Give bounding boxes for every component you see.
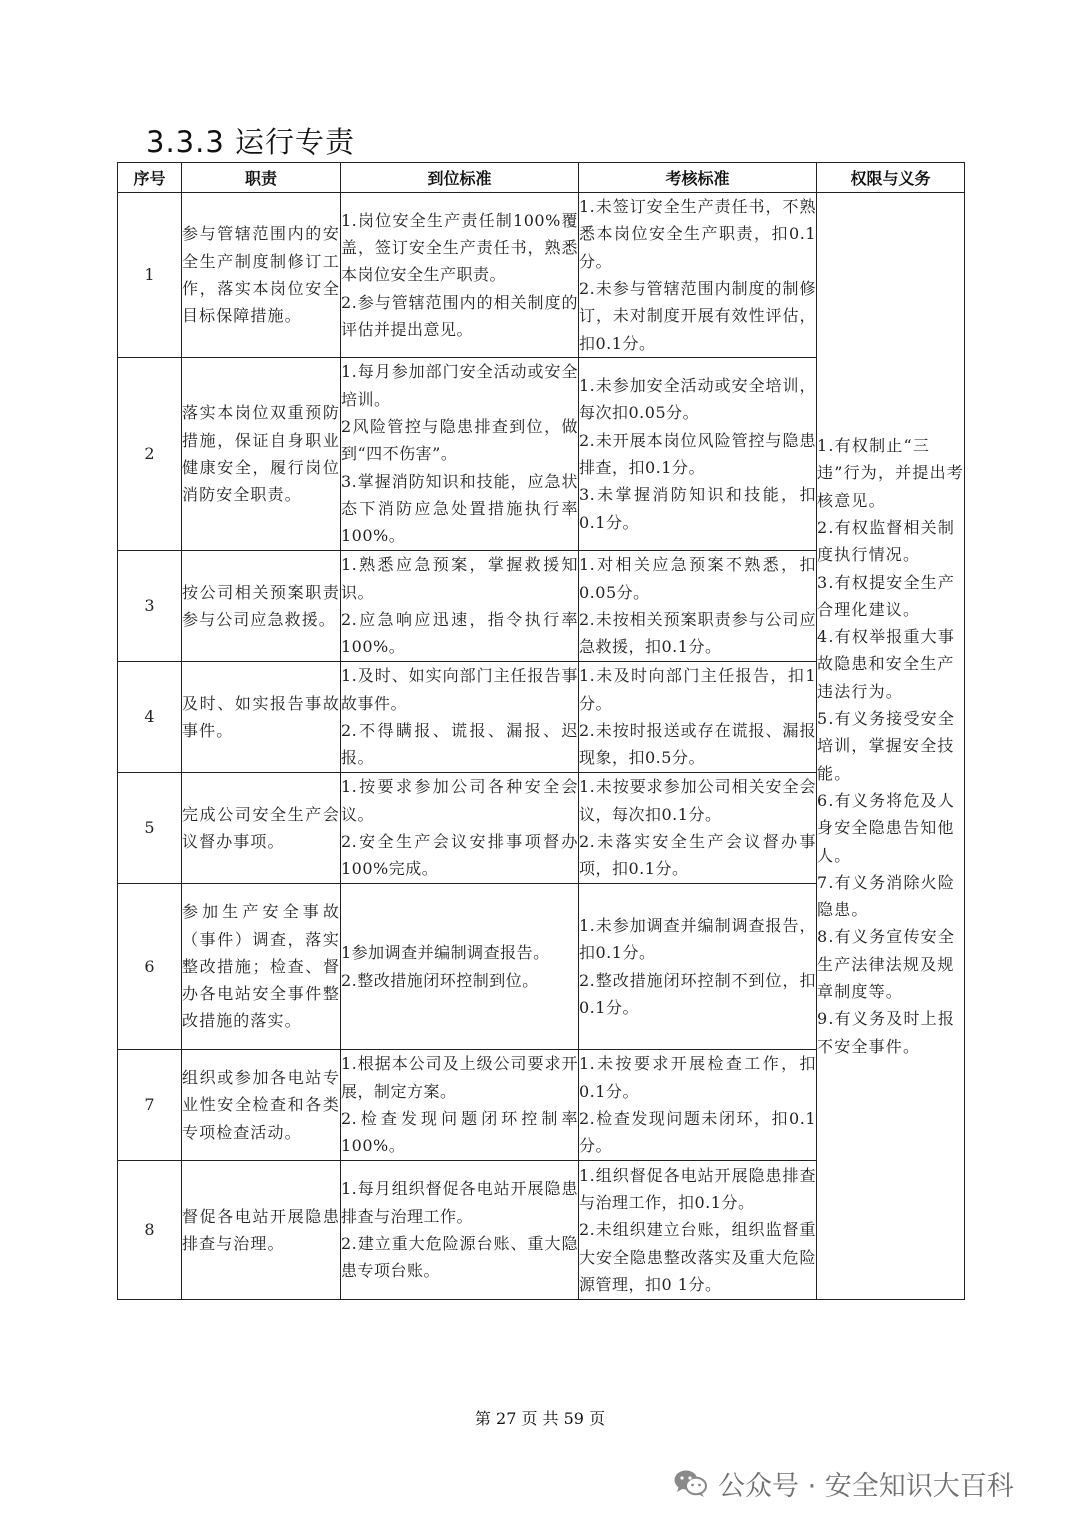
standard-item: 1.每月参加部门安全活动或安全培训。 (341, 362, 578, 409)
authority-item: 7.有义务消除火险隐患。 (817, 872, 956, 920)
row-duty: 及时、如实报告事故事件。 (182, 662, 341, 773)
assessment-item: 2.未开展本岗位风险管控与隐患排查，扣0.1分。 (579, 430, 816, 477)
standard-item: 2.建立重大危险源台账、重大隐患专项台账。 (341, 1234, 578, 1281)
row-index: 4 (118, 662, 182, 773)
assessment-item: 3.未掌握消防知识和技能，扣0.1分。 (579, 485, 816, 532)
page-number: 第 27 页 共 59 页 (474, 1409, 606, 1428)
header-authority: 权限与义务 (817, 163, 965, 193)
header-duty: 职责 (182, 163, 341, 193)
assessment-item: 2.检查发现问题未闭环，扣0.1分。 (579, 1109, 816, 1156)
standard-item: 3.掌握消防知识和技能，应急状态下消防应急处置措施执行率100%。 (341, 471, 578, 546)
row-index: 1 (118, 193, 182, 358)
standard-item: 1.及时、如实向部门主任报告事故事件。 (341, 666, 578, 713)
assessment-item: 2.未按相关预案职责参与公司应急救援，扣0.1分。 (579, 610, 816, 657)
row-assessment (579, 773, 817, 884)
row-duty: 参与管辖范围内的安全生产制度制修订工作，落实本岗位安全目标保障措施。 (182, 193, 341, 358)
standard-item: 1.熟悉应急预案，掌握救援知识。 (341, 555, 578, 602)
row-assessment (579, 358, 817, 551)
row-duty: 完成公司安全生产会议督办事项。 (182, 773, 341, 884)
standard-item: 2.不得瞒报、谎报、漏报、迟报。 (341, 721, 578, 768)
standard-item: 2.检查发现问题闭环控制率100%。 (341, 1109, 578, 1156)
authority-item: 2.有权监督相关制度执行情况。 (817, 517, 956, 565)
row-index: 2 (118, 358, 182, 551)
authority-item: 4.有权举报重大事故隐患和安全生产违法行为。 (817, 627, 956, 701)
assessment-item: 1.对相关应急预案不熟悉，扣0.05分。 (579, 555, 816, 602)
row-duty: 参加生产安全事故（事件）调查，落实整改措施；检查、督办各电站安全事件整改措施的落实。 (182, 884, 341, 1050)
row-assessment (579, 1050, 817, 1161)
row-standard (341, 1050, 579, 1161)
standard-item: 1.根据本公司及上级公司要求开展，制定方案。 (341, 1054, 578, 1101)
authority-item: 9.有义务及时上报不安全事件。 (817, 1009, 956, 1056)
standard-item: 2.应急响应迅速，指令执行率100%。 (341, 610, 578, 657)
assessment-item: 2.未按时报送或存在谎报、漏报现象，扣0.5分。 (579, 721, 816, 768)
standard-item: 2.参与管辖范围内的相关制度的评估并提出意见。 (341, 292, 578, 339)
standard-item: 1.按要求参加公司各种安全会议。 (341, 777, 578, 824)
row-duty: 督促各电站开展隐患排查与治理。 (182, 1161, 341, 1300)
row-duty: 落实本岗位双重预防措施，保证自身职业健康安全，履行岗位消防安全职责。 (182, 358, 341, 551)
row-assessment (579, 193, 817, 358)
authority-item: 5.有义务接受安全培训，掌握安全技能。 (817, 709, 956, 783)
standard-item: 2.整改措施闭环控制到位。 (341, 970, 539, 990)
authority-cell (817, 193, 965, 1300)
assessment-item: 1.未及时向部门主任报告，扣1分。 (579, 666, 816, 713)
row-standard (341, 551, 579, 662)
header-standard: 到位标准 (341, 163, 579, 193)
row-standard (341, 358, 579, 551)
row-duty: 组织或参加各电站专业性安全检查和各类专项检查活动。 (182, 1050, 341, 1161)
section-title: 3.3.3 运行专责 (146, 125, 356, 159)
header-assessment: 考核标准 (579, 163, 817, 193)
row-assessment (579, 551, 817, 662)
assessment-item: 2.未参与管辖范围内制度的制修订，未对制度开展有效性评估，扣0.1分。 (579, 279, 816, 353)
watermark-text: 公众号 · 安全知识大百科 (718, 1470, 1014, 1502)
authority-item: 3.有权提安全生产合理化建议。 (817, 572, 956, 619)
assessment-item: 1.未签订安全生产责任书，不熟悉本岗位安全生产职责，扣0.1分。 (579, 197, 816, 271)
row-index: 8 (118, 1161, 182, 1300)
row-index: 7 (118, 1050, 182, 1161)
table-row (118, 193, 965, 358)
authority-item: 8.有义务宣传安全生产法律法规及规章制度等。 (817, 927, 956, 1002)
standard-item: 1.每月组织督促各电站开展隐患排查与治理工作。 (341, 1179, 578, 1226)
row-index: 5 (118, 773, 182, 884)
authority-item: 1.有权制止“三违”行为，并提出考核意见。 (817, 436, 964, 510)
row-standard (341, 1161, 579, 1300)
row-standard (341, 193, 579, 358)
assessment-item: 2.未组织建立台账，组织监督重大安全隐患整改落实及重大危险源管理，扣0 1分。 (579, 1220, 816, 1294)
standard-item: 2风险管控与隐患排查到位，做到“四不伤害”。 (341, 417, 578, 464)
row-standard (341, 773, 579, 884)
row-index: 3 (118, 551, 182, 662)
assessment-item: 1.未按要求开展检查工作，扣0.1分。 (579, 1054, 816, 1101)
row-index: 6 (118, 884, 182, 1050)
header-index: 序号 (118, 163, 182, 193)
wechat-icon (672, 1467, 708, 1499)
row-assessment (579, 884, 817, 1050)
standard-item: 2.安全生产会议安排事项督办100%完成。 (341, 832, 578, 879)
assessment-item: 1.组织督促各电站开展隐患排查与治理工作，扣0.1分。 (579, 1165, 816, 1213)
assessment-item: 1.未参加调查并编制调查报告，扣0.1分。 (579, 915, 816, 963)
watermark (672, 1458, 1014, 1508)
standard-item: 1参加调查并编制调查报告。 (341, 943, 550, 963)
row-standard (341, 662, 579, 773)
assessment-item: 1.未按要求参加公司相关安全会议，每次扣0.1分。 (579, 777, 816, 824)
responsibility-table (117, 162, 965, 1300)
assessment-item: 2.未落实安全生产会议督办事项，扣0.1分。 (579, 832, 816, 879)
authority-item: 6.有义务将危及人身安全隐患告知他人。 (817, 790, 956, 865)
standard-item: 1.岗位安全生产责任制100%覆盖，签订安全生产责任书，熟悉本岗位安全生产职责。 (341, 210, 578, 285)
row-assessment (579, 662, 817, 773)
row-assessment (579, 1161, 817, 1300)
row-standard (341, 884, 579, 1050)
row-duty: 按公司相关预案职责参与公司应急救援。 (182, 551, 341, 662)
assessment-item: 1.未参加安全活动或安全培训，每次扣0.05分。 (579, 376, 816, 423)
assessment-item: 2.整改措施闭环控制不到位，扣0.1分。 (579, 970, 816, 1017)
